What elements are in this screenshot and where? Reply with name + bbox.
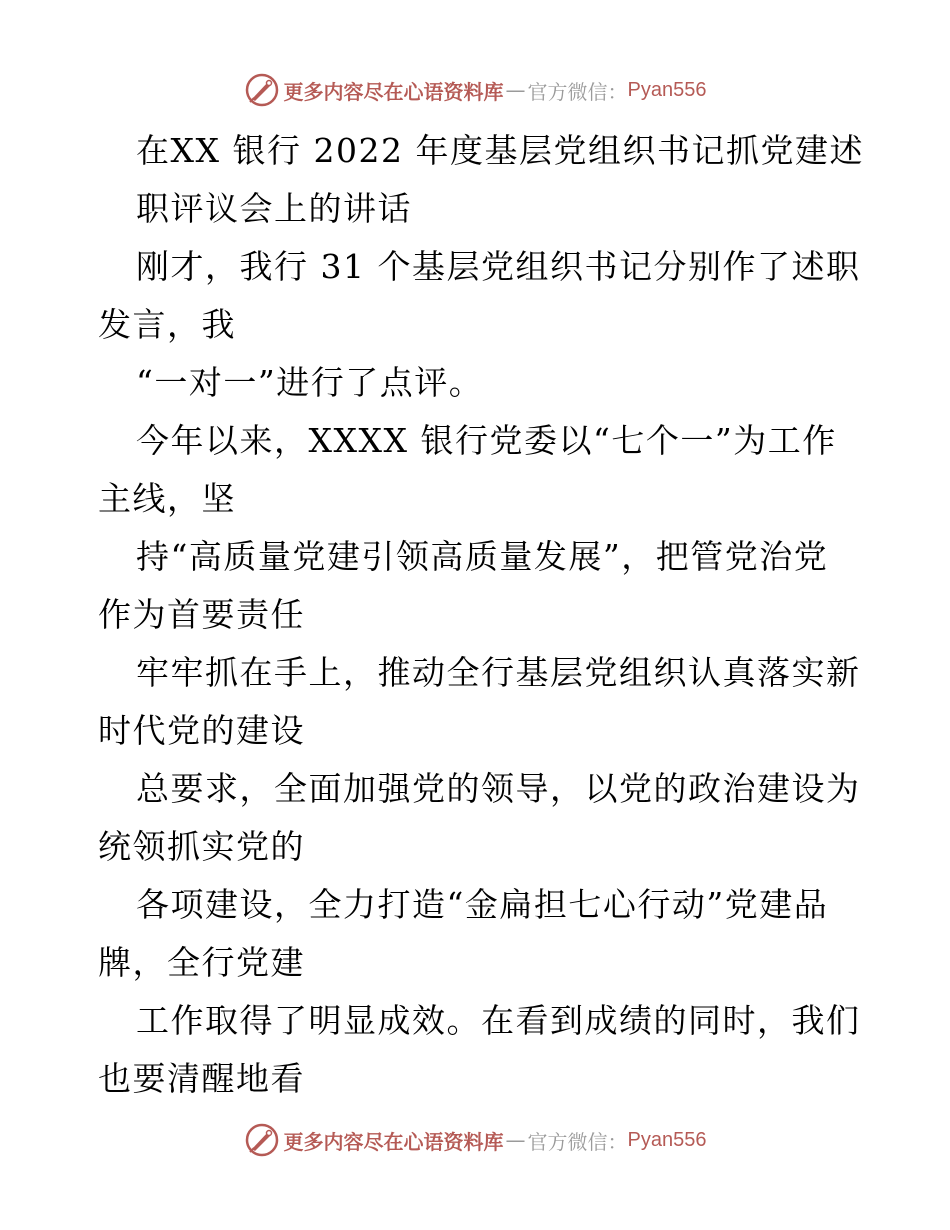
body-line: 发言，我 bbox=[98, 305, 236, 344]
body-line: 工作取得了明显成效。在看到成绩的同时，我们 bbox=[136, 1001, 861, 1040]
quill-pen-circle-icon bbox=[244, 72, 280, 108]
body-line: 时代党的建设 bbox=[98, 711, 305, 750]
watermark-brand-text: 更多内容尽在心语资料库 bbox=[283, 1129, 504, 1154]
watermark-wechat-label: 官方微信： bbox=[527, 79, 628, 104]
watermark-banner-bottom bbox=[0, 1120, 950, 1160]
watermark-wechat-id: Pyan556 bbox=[627, 78, 707, 101]
watermark-banner-top bbox=[0, 70, 950, 110]
body-line: 也要清醒地看 bbox=[98, 1059, 305, 1098]
document-title-line-2: 职评议会上的讲话 bbox=[136, 189, 412, 228]
body-line: “一对一”进行了点评。 bbox=[136, 363, 484, 402]
body-line: 今年以来，XXXX 银行党委以“七个一”为工作 bbox=[136, 421, 837, 460]
watermark-wechat-id: Pyan556 bbox=[627, 1128, 707, 1151]
body-line: 各项建设，全力打造“金扁担七心行动”党建品 bbox=[136, 885, 829, 924]
watermark-wechat-label: 官方微信： bbox=[527, 1129, 628, 1154]
watermark-brand-text: 更多内容尽在心语资料库 bbox=[283, 79, 504, 104]
body-line: 主线，坚 bbox=[98, 479, 236, 518]
body-line: 作为首要责任 bbox=[98, 595, 305, 634]
quill-pen-circle-icon bbox=[244, 1122, 280, 1158]
watermark-dash: — bbox=[505, 1128, 526, 1152]
body-line: 牌，全行党建 bbox=[98, 943, 305, 982]
document-title-line-1: 在XX 银行 2022 年度基层党组织书记抓党建述 bbox=[136, 131, 864, 170]
body-line: 总要求，全面加强党的领导，以党的政治建设为 bbox=[136, 769, 861, 808]
document-body bbox=[98, 122, 864, 1108]
body-line: 统领抓实党的 bbox=[98, 827, 305, 866]
body-line: 持“高质量党建引领高质量发展”，把管党治党 bbox=[136, 537, 829, 576]
watermark-dash: — bbox=[505, 78, 526, 102]
body-line: 刚才，我行 31 个基层党组织书记分别作了述职 bbox=[136, 247, 861, 286]
body-line: 牢牢抓在手上，推动全行基层党组织认真落实新 bbox=[136, 653, 861, 692]
